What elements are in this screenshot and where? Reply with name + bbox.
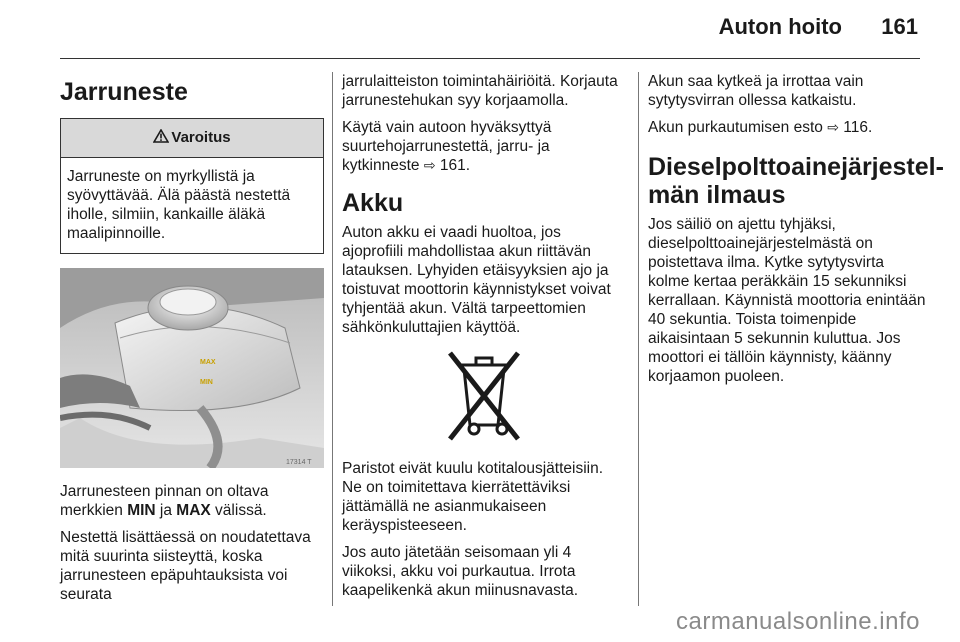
page-number: 161	[881, 14, 918, 39]
warning-title: Varoitus	[171, 129, 231, 146]
warning-text: Jarruneste on myrkyllistä ja syövyttävää. Älä päästä nestettä iholle, silmiin, kankaille äläkä maalipinnoille.	[67, 168, 291, 242]
column-3	[648, 72, 944, 394]
paragraph-cleanliness: Nestettä lisättäessä on noudatettava mitä suurinta siisteyttä, koska jarrunesteen epäpuhtauksista voi seurata	[60, 529, 311, 603]
photo-mark-max: MAX	[200, 359, 216, 366]
warning-header	[61, 119, 323, 158]
reference-arrow-icon: ⇨	[827, 119, 839, 135]
max-label: MAX	[176, 502, 211, 519]
paragraph-discharge: Jos auto jätetään seisomaan yli 4 viikoksi, akku voi purkautua. Irrota kaapelikenkä akun miinusnavasta.	[342, 544, 579, 599]
reference-arrow-icon: ⇨	[423, 157, 436, 173]
crossed-out-bin-icon	[436, 345, 532, 445]
photo-label: 17314 T	[286, 459, 312, 466]
brake-fluid-reservoir-photo	[60, 268, 324, 468]
page-reference[interactable]: 161.	[439, 157, 471, 174]
paragraph-batteries-disposal: Paristot eivät kuulu kotitalousjätteisiin. Ne on toimitettava kierrätettäviksi jättämällä ne asianmukaiseen keräyspisteeseen.	[342, 460, 604, 534]
section-heading-jarruneste: Jarruneste	[60, 78, 188, 106]
header-rule	[60, 58, 920, 59]
watermark: carmanualsonline.info	[676, 608, 920, 635]
column-2	[342, 72, 626, 608]
min-label: MIN	[127, 502, 156, 519]
paragraph-connect: Akun saa kytkeä ja irrottaa vain sytytysvirran ollessa katkaistu.	[648, 73, 864, 109]
page-reference[interactable]: 116.	[843, 119, 873, 136]
warning-triangle-icon	[153, 129, 169, 143]
paragraph-approved-fluid: Käytä vain autoon hyväksyttyä suurtehojarrunestettä, jarru- ja kytkinneste ⇨ 161.	[342, 119, 552, 174]
section-heading-akku: Akku	[342, 189, 404, 217]
photo-mark-min: MIN	[200, 379, 213, 386]
header-title: Auton hoito	[718, 14, 842, 39]
paragraph-level: Jarrunesteen pinnan on oltava merkkien MIN ja MAX välissä.	[60, 483, 269, 519]
warning-box	[60, 118, 324, 254]
column-divider-2	[638, 72, 639, 606]
paragraph-discharge-protection: Akun purkautumisen esto ⇨ 116.	[648, 119, 873, 136]
paragraph-malfunction: jarrulaitteiston toimintahäiriöitä. Korjauta jarrunestehukan syy korjaamolla.	[342, 73, 618, 109]
column-divider-1	[332, 72, 333, 606]
column-1	[60, 72, 324, 612]
paragraph-diesel-bleeding: Jos säiliö on ajettu tyhjäksi, dieselpolttoainejärjestelmästä on poistettava ilma. Kytke sytytysvirta kolme kertaa peräkkäin 15 sekunniksi kerrallaan. Käynnistä moottoria enintään 40 sekuntia. Toista toimenpide aikaisintaan 5 sekunnin kuluttua. Jos moottori ei tällöin käynnisty, käänny korjaamon puoleen.	[648, 216, 926, 385]
paragraph-battery: Auton akku ei vaadi huoltoa, jos ajoprofiili mahdollistaa akun riittävän latauksen. Lyhyiden etäisyyksien ajo ja toistuvat moottorin käynnistykset voivat tyhjentää akun. Vältä tarpeettomien sähkönkuluttajien käyttöä.	[342, 224, 611, 336]
section-heading-diesel-bleeding: Dieselpolttoainejärjestel- män ilmaus	[648, 153, 944, 209]
